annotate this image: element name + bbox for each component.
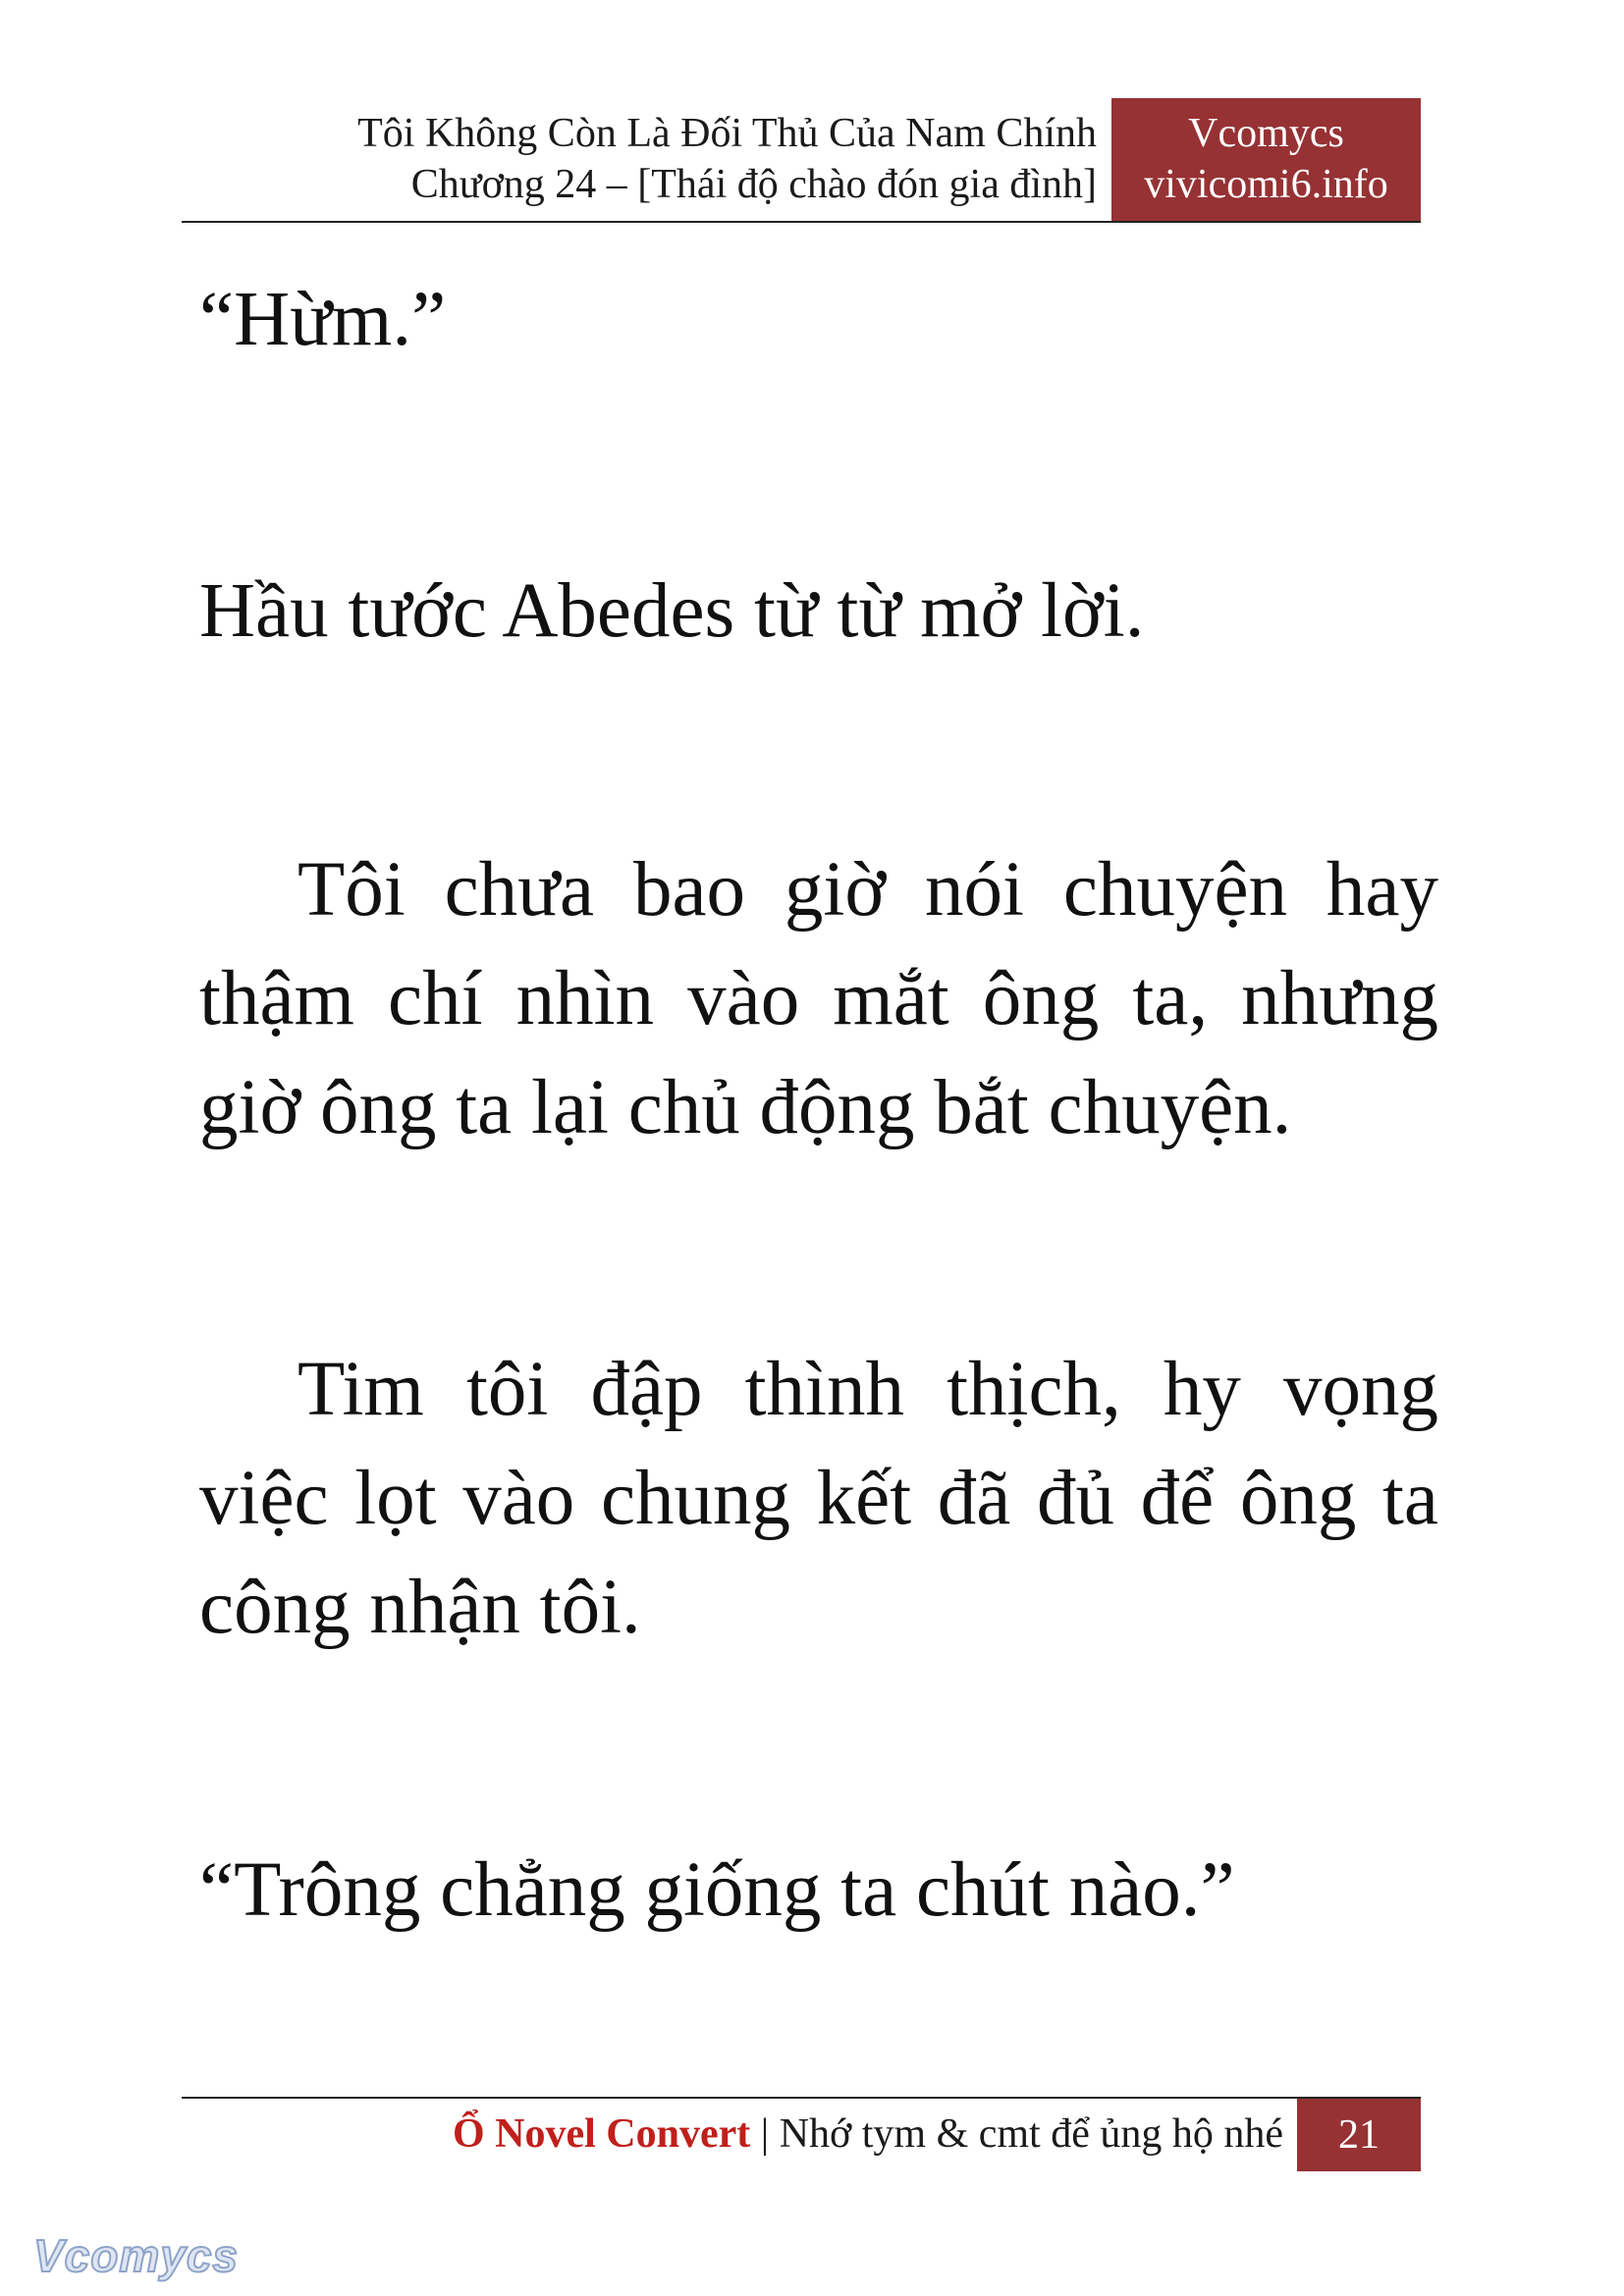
page-footer	[182, 2097, 1421, 2171]
page-number: 21	[1297, 2099, 1421, 2171]
paragraph-5: “Trông chẳng giống ta chút nào.”	[199, 1847, 1235, 1933]
paragraph-4: Tim tôi đập thình thịch, hy vọng việc lọt vào chung kết đã đủ để ông ta công nhận tôi.	[199, 1347, 1438, 1650]
footer-note: Nhớ tym & cmt để ủng hộ nhé	[779, 2111, 1283, 2157]
header-titles	[357, 108, 1097, 210]
site-url: vivicomi6.info	[1144, 162, 1388, 207]
book-title: Tôi Không Còn Là Đối Thủ Của Nam Chính	[357, 111, 1097, 156]
paragraph-1: “Hừm.”	[199, 277, 447, 362]
paragraph-3: Tôi chưa bao giờ nói chuyện hay thậm chí nhìn vào mắt ông ta, nhưng giờ ông ta lại chủ động bắt chuyện.	[199, 847, 1438, 1150]
footer-brand: Ổ Novel Convert	[452, 2111, 751, 2157]
page-header	[182, 98, 1421, 223]
chapter-title: Chương 24 – [Thái độ chào đón gia đình]	[410, 162, 1097, 207]
vcomycs-logo-icon	[29, 2228, 255, 2287]
svg-text:Vcomycs: Vcomycs	[33, 2230, 240, 2281]
footer-text	[453, 2109, 1283, 2160]
paragraph-2: Hầu tước Abedes từ từ mở lời.	[199, 568, 1145, 654]
site-badge	[1111, 98, 1421, 221]
footer-separator: |	[750, 2111, 780, 2157]
site-name: Vcomycs	[1188, 111, 1344, 156]
